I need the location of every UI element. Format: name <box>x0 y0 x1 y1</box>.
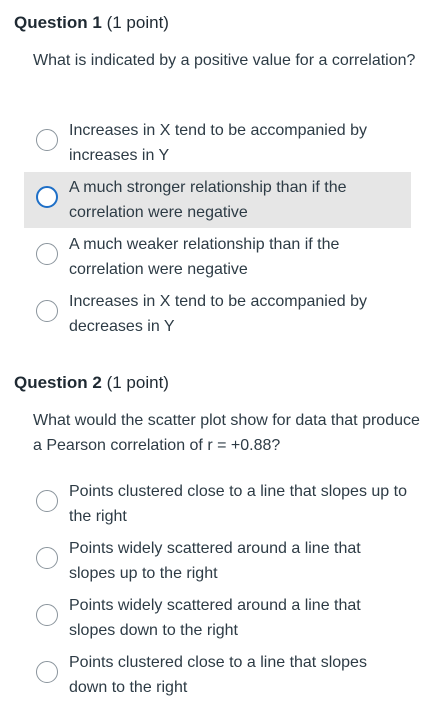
radio-button[interactable] <box>36 300 58 322</box>
option-label: Points clustered close to a line that slopes down to the right <box>69 654 367 696</box>
radio-button[interactable] <box>36 490 58 512</box>
answer-option[interactable] <box>24 286 411 342</box>
option-label: Increases in X tend to be accompanied by increases in Y <box>69 122 367 164</box>
question-points: (1 point) <box>106 13 169 32</box>
question-header <box>14 12 169 34</box>
question-header <box>14 372 169 394</box>
answer-option[interactable] <box>24 533 411 589</box>
option-label: Points widely scattered around a line that slopes down to the right <box>69 597 361 639</box>
answer-option-selected[interactable] <box>24 172 411 228</box>
radio-button[interactable] <box>36 129 58 151</box>
radio-button[interactable] <box>36 661 58 683</box>
answer-option[interactable] <box>24 590 411 646</box>
radio-button[interactable] <box>36 604 58 626</box>
question-title: Question 2 <box>14 373 102 392</box>
radio-button[interactable] <box>36 186 58 208</box>
answer-option[interactable] <box>24 647 411 703</box>
option-label: Points clustered close to a line that slopes up to the right <box>69 483 407 525</box>
option-label: A much weaker relationship than if the correlation were negative <box>69 236 340 278</box>
question-points: (1 point) <box>106 373 169 392</box>
radio-button[interactable] <box>36 243 58 265</box>
question-text: What would the scatter plot show for data that produce a Pearson correlation of r = +0.88? <box>33 412 420 454</box>
option-label: Points widely scattered around a line that slopes up to the right <box>69 540 361 582</box>
question-title: Question 1 <box>14 13 102 32</box>
answer-option[interactable] <box>24 229 411 285</box>
option-label: A much stronger relationship than if the correlation were negative <box>69 179 347 221</box>
question-text: What is indicated by a positive value for a correlation? <box>33 52 416 69</box>
answer-option[interactable] <box>24 476 411 532</box>
radio-button[interactable] <box>36 547 58 569</box>
answer-option[interactable] <box>24 115 411 171</box>
option-label: Increases in X tend to be accompanied by decreases in Y <box>69 293 367 335</box>
